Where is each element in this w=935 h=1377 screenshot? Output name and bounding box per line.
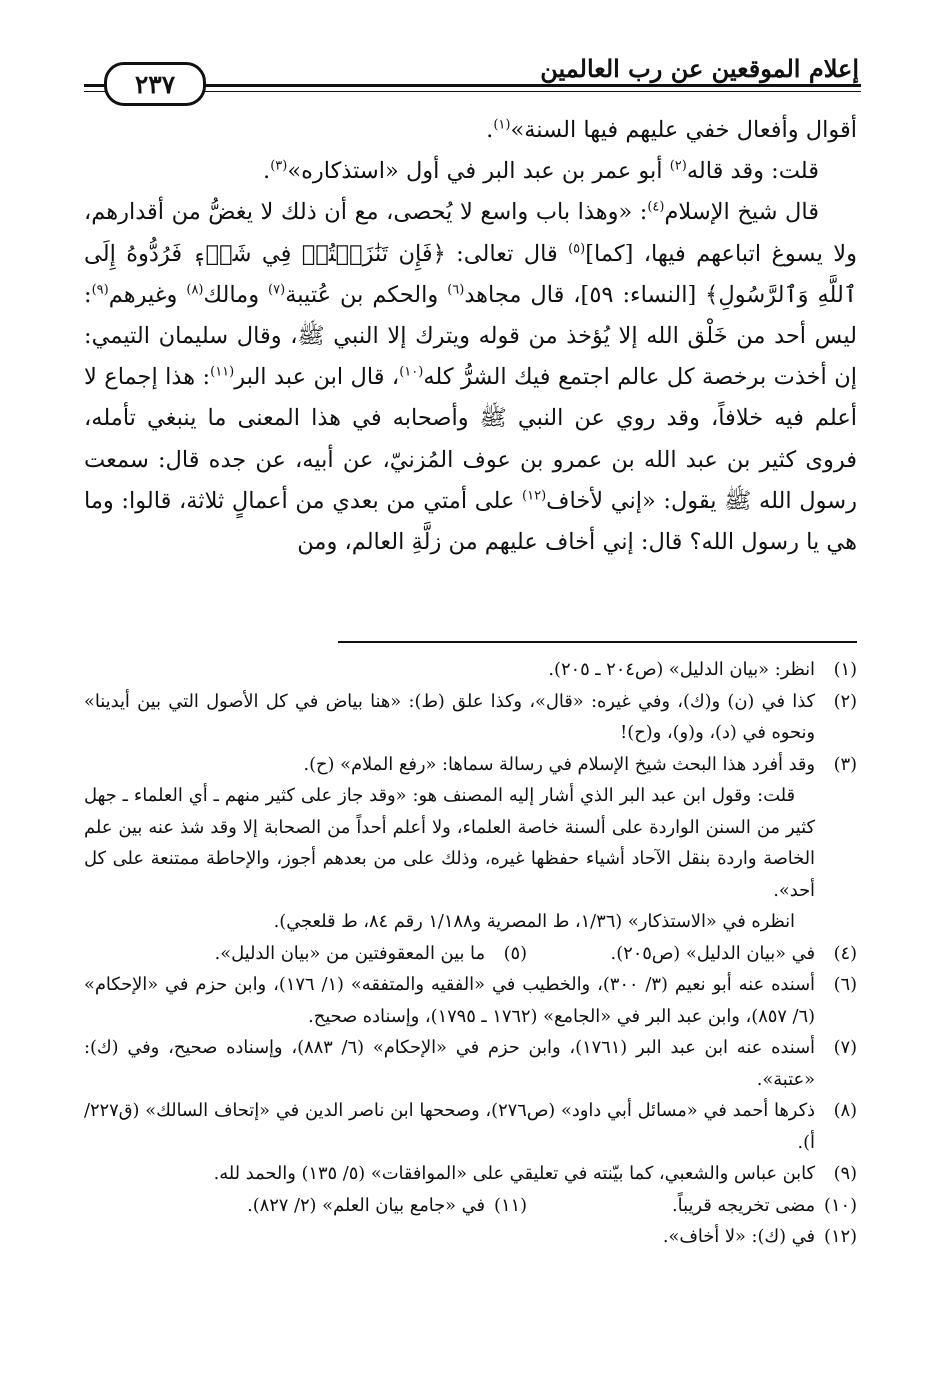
footnote-ref: (٢) [669,158,687,174]
footnote-9 [84,1158,857,1190]
footnote-text: كابن عباس والشعبي، كما بيّنته في تعليقي على «الموافقات» (٥/ ١٣٥) والحمد لله. [213,1163,815,1184]
footnote-text: كذا في (ن) و(ك)، وفي غيره: «قال»، وكذا علق (ط): «هنا بياض في كل الأصول التي بين أيدينا» ونحوه في (د)، و(و)، و(ح)! [84,690,815,743]
page-number: ٢٣٧ [134,69,176,99]
footnote-ref: (٣) [270,158,288,174]
footnote-number: (١٢) [824,1226,857,1247]
footnote-3-note: قلت: وقول ابن عبد البر الذي أشار إليه المصنف هو: «وقد جاز على كثير منهم ـ أي العلماء ـ جهل كثير من السنن الواردة على ألسنة خاصة العلماء، ولا أعلم أحداً من الصحابة إلا وقد شذ عنه بين علم الخاصة واردة بنقل الآحاد أشياء حفظها غيره، وذلك على من بعدهم أجوز، والإحاطة ممتنعة على كل أحد». [84,785,815,901]
footnote-ref: (١) [493,117,511,133]
footnote-4 [527,938,857,970]
footnote-ref: (٦) [447,282,465,298]
footnote-number: (١١) [494,1194,527,1216]
footnote-number: (٤) [833,942,857,964]
running-title: إعلام الموقعين عن رب العالمين [540,54,859,83]
footnote-number: (١٠) [824,1194,857,1216]
footnote-ref: (٧) [268,282,286,298]
footnote-11 [247,1190,527,1222]
footnote-text: وقد أفرد هذا البحث شيخ الإسلام في رسالة سماها: «رفع الملام» (ح). [303,753,815,775]
footnote-text: أسنده عنه ابن عبد البر (١٧٦١)، وابن حزم في «الإحكام» (٦/ ٨٨٣)، وإسناده صحيح، وفي (ك): «عتبة». [84,1037,815,1090]
footnote-text: أسنده عنه أبو نعيم (٣/ ٣٠٠)، والخطيب في «الفقيه والمتفقه» (١/ ١٧٦)، وابن حزم في «الإحكام» (٦/ ٨٥٧)، وابن عبد البر في «الجامع» (١٧٦٢ ـ ١٧٩٥)، وإسناده صحيح. [84,974,815,1027]
footnote-7 [84,1032,857,1095]
footnote-number: (٥) [503,942,527,964]
footnote-number: (١) [833,659,857,680]
footnote-ref: (١١) [210,364,235,380]
footnote-8 [84,1095,857,1158]
footnote-separator [338,641,857,643]
footnote-1 [84,654,857,686]
footnote-number: (٩) [833,1163,857,1184]
footnote-text: ذكرها أحمد في «مسائل أبي داود» (ص٢٧٦)، وصححها ابن ناصر الدين في «إتحاف السالك» (ق٢٢٧/ أ). [84,1100,815,1153]
footnote-text: مضى تخريجه قريباً. [672,1194,815,1216]
footnote-2 [84,686,857,749]
footnote-number: (٧) [833,1037,857,1058]
footnote-number: (٨) [833,1100,857,1121]
footnote-text: في (ك): «لا أخاف». [662,1226,815,1247]
footnote-ref: (٨) [186,282,204,298]
footnote-ref: (١٠) [399,364,424,380]
footnote-row-10-11 [84,1190,857,1222]
page-number-badge [104,62,206,106]
footnote-6 [84,969,857,1032]
main-text [84,110,857,563]
footnote-text: في «بيان الدليل» (ص٢٠٥). [610,942,815,964]
footnote-number: (٣) [833,753,857,775]
footnote-12 [84,1221,857,1253]
footnote-number: (٢) [833,690,857,712]
paragraph-3: قال شيخ الإسلام$^{(٤)}$: «وهذا باب واسع لا يُحصى، مع أن ذلك لا يغضُّ من أقدارهم، ولا يسوغ اتباعهم فيها، [كما]$^{(٥)}$ قال تعالى: ﴿فَإِن تَنَٰزَعۡتُمۡ فِي شَيۡءٖ فَرُدُّوهُ إِلَى ٱللَّهِ وَٱلرَّسُولِ﴾ [النساء: ٥٩]، قال مجاهد$^{(٦)}$ والحكم بن عُتيبة$^{(٧)}$ ومالك$^{(٨)}$ وغيرهم$^{(٩)}$: ليس أحد من خَلْق الله إلا يُؤخذ من قوله ويترك إلا النبي ﷺ، وقال سليمان التيمي: إن أخذت برخصة كل عالم اجتمع فيك الشرُّ كله$^{(١٠)}$، قال ابن عبد البر$^{(١١)}$: هذا إجماع لا أعلم فيه خلافاً، وقد روي عن النبي ﷺ وأصحابه في هذا المعنى ما ينبغي تأمله، فروى كثير بن عبد الله بن عمرو بن عوف المُزنيّ، عن أبيه، عن جده قال: سمعت رسول الله ﷺ يقول: «إني لأخاف$^{(١٢)}$ على أمتي من بعدي من أعمالٍ ثلاثة، قالوا: وما هي يا رسول الله؟ قال: إني أخاف عليهم من زلَّةِ العالم، ومن [84,199,858,556]
paragraph-1: أقوال وأفعال خفي عليهم فيها السنة»$^{(١)}$. [486,117,857,143]
footnote-text: ما بين المعقوفتين من «بيان الدليل». [214,942,485,964]
footnote-ref: (٥) [568,241,586,257]
footnote-text: انظر: «بيان الدليل» (ص٢٠٤ ـ ٢٠٥). [548,659,815,680]
footnote-ref: (١٢) [522,488,547,504]
footnote-number: (٦) [833,974,857,995]
footnote-3 [84,749,857,781]
footnote-ref: (٩) [91,282,109,298]
paragraph-2: قلت: وقد قاله$^{(٢)}$ أبو عمر بن عبد البر في أول «استذكاره»$^{(٣)}$. [263,158,819,185]
footnote-text: في «جامع بيان العلم» (٢/ ٨٢٧). [247,1194,485,1216]
footnote-3-reference: انظره في «الاستذكار» (١/٣٦، ط المصرية و١/١٨٨ رقم ٨٤، ط قلعجي). [273,911,795,932]
footnote-row-4-5 [84,938,857,970]
footnote-ref: (٤) [647,199,665,215]
footnote-10 [527,1190,857,1222]
footnotes [84,654,857,1253]
footnote-5 [215,938,527,970]
